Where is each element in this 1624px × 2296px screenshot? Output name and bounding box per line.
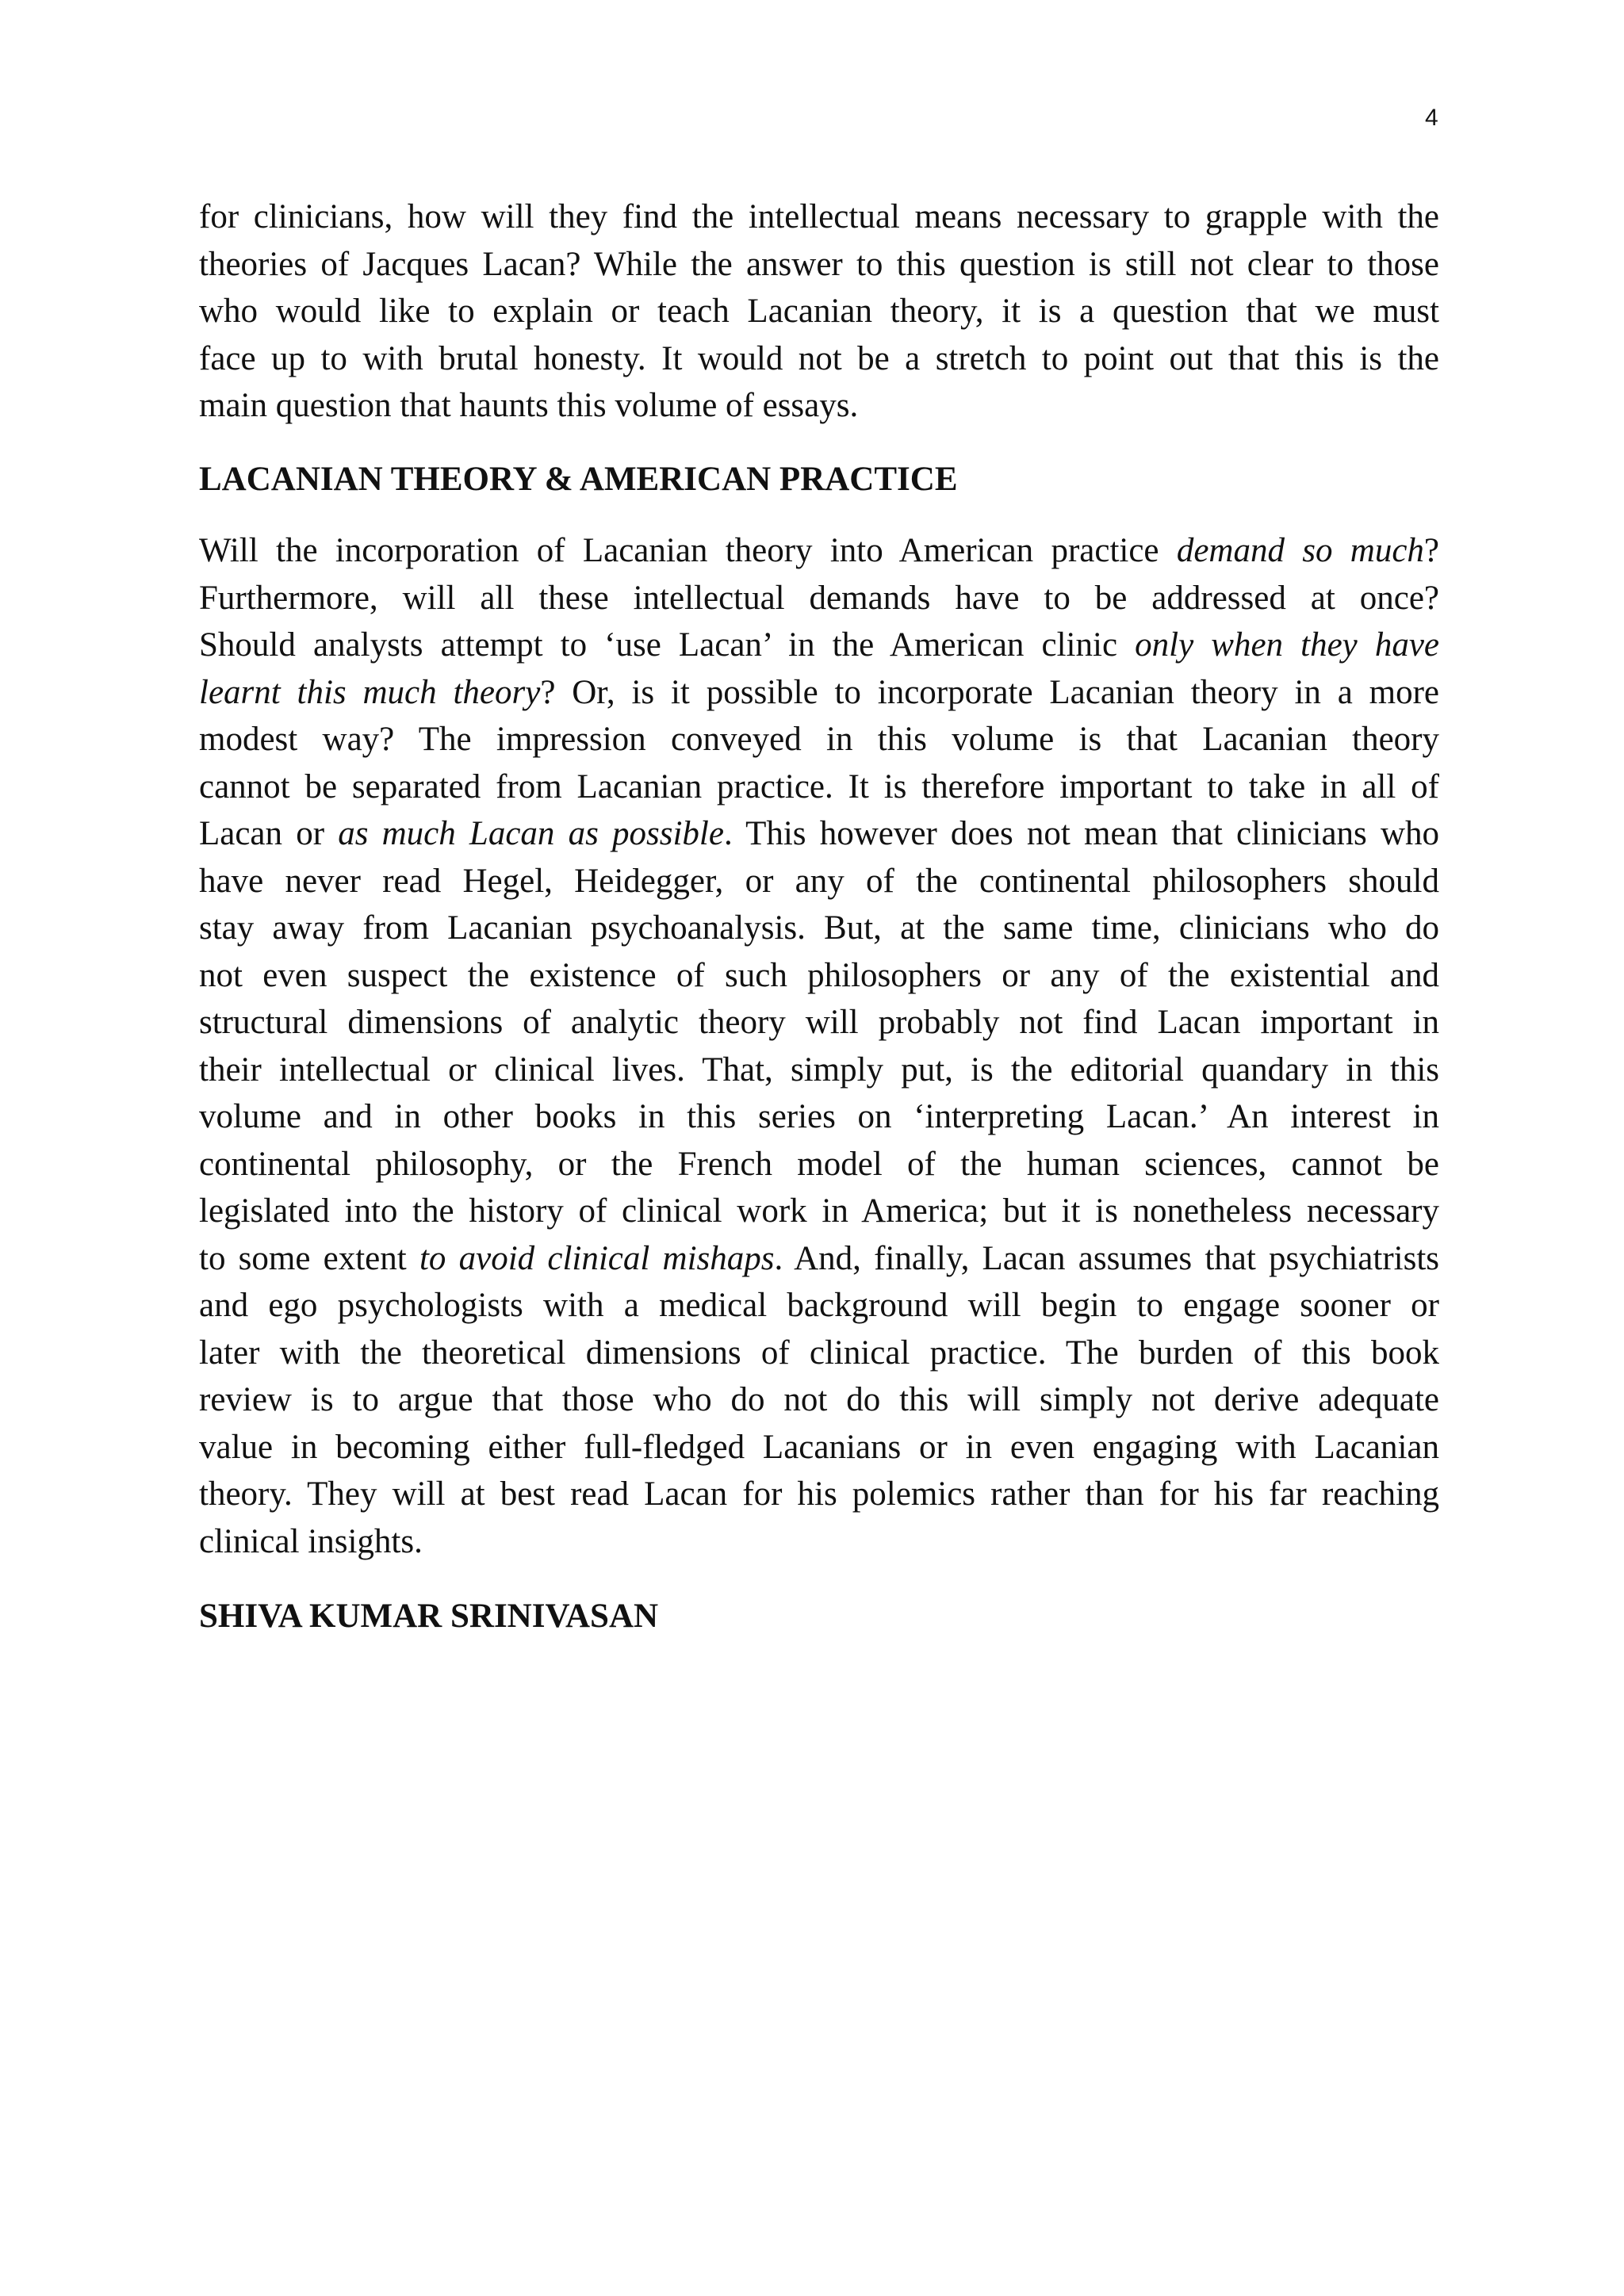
text-line [199,288,1439,335]
text-line [199,1235,1439,1283]
text-line [199,241,1439,289]
text-run: value in becoming either full-fledged Lacanians or in even engaging with Lacanian [199,1428,1439,1466]
text-line [199,622,1439,669]
text-line [199,952,1439,1000]
text-run: face up to with brutal honesty. It would not be a stretch to point out that this is the [199,339,1439,377]
text-run: who would like to explain or teach Lacanian theory, it is a question that we must [199,293,1439,330]
text-run: modest way? The impression conveyed in this volume is that Lacanian theory [199,721,1439,758]
text-line [199,1376,1439,1424]
text-run: Furthermore, will all these intellectual demands have to be addressed at once? [199,579,1439,617]
text-line [199,716,1439,763]
author-name: SHIVA KUMAR SRINIVASAN [199,1598,659,1635]
text-run: ? Or, is it possible to incorporate Lacanian theory in a more [540,673,1439,711]
text-run: cannot be separated from Lacanian practice. It is therefore important to take in all of [199,767,1439,806]
italic-emphasis: as much Lacan as possible [338,815,724,852]
text-line [199,1424,1439,1471]
text-run: volume and in other books in this series on ‘interpreting Lacan.’ An interest in [199,1098,1439,1135]
text-run: their intellectual or clinical lives. That, simply put, is the editorial quandary in this [199,1050,1439,1089]
text-run: and ego psychologists with a medical background will begin to engage sooner or [199,1287,1439,1324]
text-line [199,1518,1439,1566]
text-run: not even suspect the existence of such philosophers or any of the existential and [199,956,1439,994]
body-paragraph-intro [199,193,1439,430]
text-line [199,575,1439,622]
text-run: continental philosophy, or the French model of the human sciences, cannot be [199,1145,1439,1183]
text-line [199,193,1439,241]
text-run: theories of Jacques Lacan? While the answer to this question is still not clear to those [199,245,1439,283]
text-line [199,810,1439,858]
text-run: . This however does not mean that clinicians who [723,815,1439,852]
text-line [199,1282,1439,1330]
text-line [199,1093,1439,1141]
text-line [199,905,1439,952]
text-line [199,669,1439,717]
text-run: review is to argue that those who do not do this will simply not derive adequate [199,1381,1439,1418]
page-number: 4 [1425,105,1438,131]
section-heading: LACANIAN THEORY & AMERICAN PRACTICE [199,461,958,498]
text-run: have never read Hegel, Heidegger, or any of the continental philosophers should [199,862,1439,900]
italic-emphasis: learnt this much theory [199,673,541,711]
text-run: Should analysts attempt to ‘use Lacan’ in the American clinic [199,626,1136,664]
body-paragraph-main [199,527,1439,1565]
text-line [199,1330,1439,1377]
text-line [199,858,1439,905]
text-run: theory. They will at best read Lacan for his polemics rather than for his far reaching [199,1475,1439,1513]
text-run: structural dimensions of analytic theory will probably not find Lacan important in [199,1004,1439,1041]
italic-emphasis: only when they have [1135,626,1439,664]
text-run: main question that haunts this volume of essays. [199,387,859,424]
text-line [199,1188,1439,1235]
text-line [199,1141,1439,1188]
italic-emphasis: to avoid clinical mishaps [419,1239,775,1277]
text-run: legislated into the history of clinical work in America; but it is nonetheless necessary [199,1192,1439,1230]
text-line [199,1047,1439,1094]
text-run: clinical insights. [199,1522,423,1560]
text-run: stay away from Lacanian psychoanalysis. But, at the same time, clinicians who do [199,909,1439,947]
text-line [199,527,1439,575]
text-line [199,999,1439,1047]
text-run: ? [1423,532,1439,569]
text-run: Will the incorporation of Lacanian theory into American practice [199,532,1177,569]
text-run: for clinicians, how will they find the intellectual means necessary to grapple with the [199,198,1439,235]
text-line [199,382,1439,430]
text-line [199,763,1439,811]
text-run: later with the theoretical dimensions of clinical practice. The burden of this book [199,1334,1439,1372]
text-run: . And, finally, Lacan assumes that psychiatrists [774,1239,1439,1277]
italic-emphasis: demand so much [1176,532,1424,569]
text-run: Lacan or [199,815,339,852]
text-line [199,335,1439,383]
text-line [199,1471,1439,1518]
text-run: to some extent [199,1239,419,1277]
